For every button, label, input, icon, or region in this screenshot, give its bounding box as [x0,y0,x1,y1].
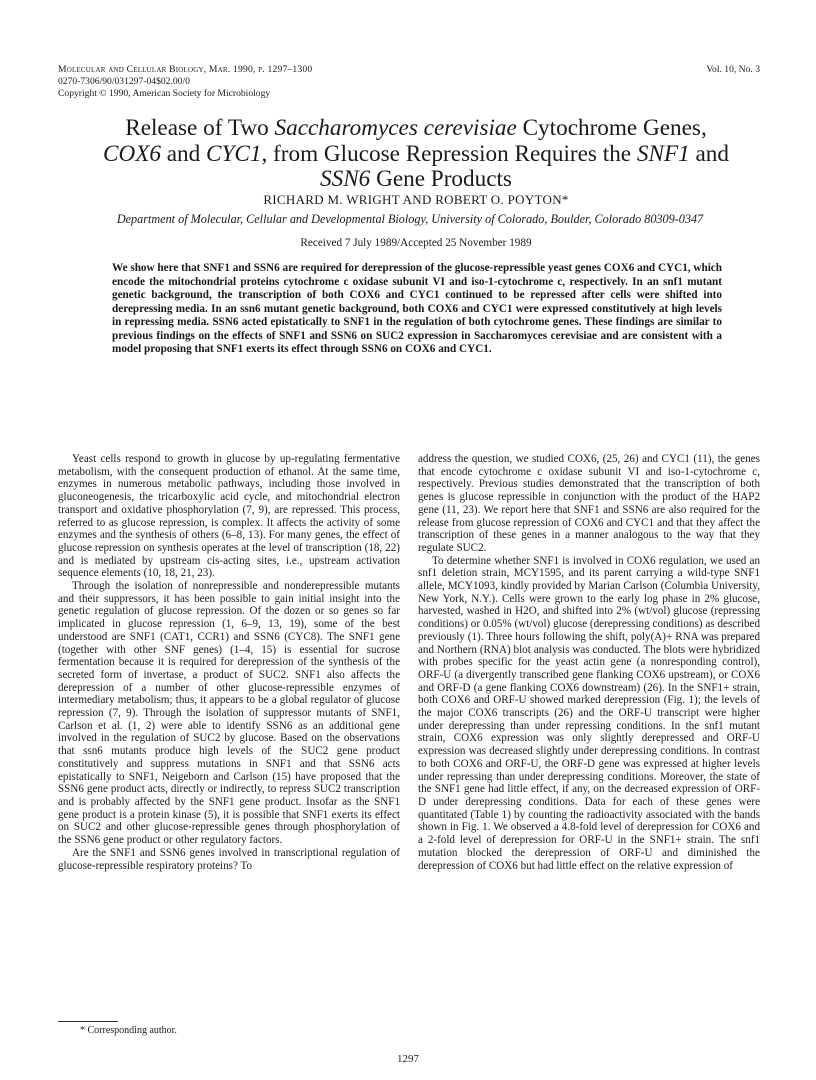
issn-line: 0270-7306/90/031297-04$02.00/0 [58,76,190,87]
footnote-rule [58,1021,118,1022]
affiliation: Department of Molecular, Cellular and Developmental Biology, University of Colorado, Boulder, Colorado 80309-0347 [116,212,704,226]
page-number: 1297 [397,1053,419,1065]
copyright-line: Copyright © 1990, American Society for Microbiology [58,88,271,99]
volume-issue: Vol. 10, No. 3 [706,64,760,75]
paragraph: Yeast cells respond to growth in glucose by up-regulating fermentative metabolism, with the consequent production of ethanol. At the same time, enzymes in numerous metabolic pathways, including those involved in gluconeogenesis, the tricarboxylic acid cycle, and mitochondrial electron transport and oxidative phosphorylation (7, 9), are repressed. This process, referred to as glucose repression, is complex. It affects the activity of some enzymes and the synthesis of others (6–8, 13). For many genes, the effect of glucose repression on synthesis operates at the level of transcription (18, 22) and is mediated by upstream cis-acting sites, i.e., upstream activation sequence elements (10, 18, 21, 23). [58,453,400,580]
journal-citation: Molecular and Cellular Biology, Mar. 1990, p. 1297–1300 [58,64,313,75]
authors: RICHARD M. WRIGHT AND ROBERT O. POYTON* [263,192,569,207]
abstract: We show here that SNF1 and SSN6 are required for derepression of the glucose-repressible yeast genes COX6 and CYC1, which encode the mitochondrial proteins cytochrome c oxidase subunit VI and iso-1-cytochrome c, respectively. In an snf1 mutant genetic background, the transcription of both COX6 and CYC1 continued to be repressed after cells were shifted into derepressing media. In an ssn6 mutant genetic background, both COX6 and CYC1 were expressed constitutively at high levels in repressing media. SSN6 acted epistatically to SNF1 in the regulation of both cytochrome genes. These findings are similar to previous findings on the effects of SNF1 and SSN6 on SUC2 expression in Saccharomyces cerevisiae and are consistent with a model proposing that SNF1 exerts its effect through SSN6 on COX6 and CYC1. [112,262,722,356]
paragraph: Through the isolation of nonrepressible and nonderepressible mutants and their suppressors, it has been possible to gain initial insight into the genetic regulation of glucose repression. Of the dozen or so genes so far implicated in glucose repression (1, 6–9, 13, 19), some of the best understood are SNF1 (CAT1, CCR1) and SSN6 (CYC8). The SNF1 gene (together with other SNF genes) (1–4, 15) is essential for sucrose fermentation because it is required for derepression of the synthesis of the secreted form of invertase, a product of SUC2. SNF1 also affects the derepression of a number of other glucose-repressible enzymes of intermediary metabolism; thus, it appears to be a global regulator of glucose repression (7, 9). Through the isolation of suppressor mutants of SNF1, Carlson et al. (1, 2) were able to identify SSN6 as an additional gene involved in the regulation of SUC2 by glucose. Based on the observations that ssn6 mutants produce high levels of the SUC2 gene product constitutively and suppress mutations in SNF1 and that SSN6 acts epistatically to SNF1, Neigeborn and Carlson (15) have proposed that the SSN6 gene product acts, directly or indirectly, to repress SUC2 transcription and is probably affected by the SNF1 gene product. Insofar as the SNF1 gene product is a protein kinase (5), it is possible that SNF1 exerts its effect on SUC2 and other glucose-repressible genes through phosphorylation of the SSN6 gene product or other regulatory factors. [58,580,400,847]
received-dates: Received 7 July 1989/Accepted 25 November 1989 [300,237,532,249]
right-column [418,453,760,872]
paragraph: To determine whether SNF1 is involved in COX6 regulation, we used an snf1 deletion strain, MCY1595, and its parent carrying a wild-type SNF1 allele, MCY1093, kindly provided by Marian Carlson (Columbia University, New York, N.Y.). Cells were grown to the early log phase in 2% glucose, harvested, washed in H2O, and shifted into 2% (wt/vol) glucose (repressing conditions) or 0.05% (wt/vol) glucose (derepressing conditions) as described previously (1). Three hours following the shift, poly(A)+ RNA was prepared and Northern (RNA) blot analysis was conducted. The blots were hybridized with probes specific for the yeast actin gene (a nonresponding control), ORF-U (a divergently transcribed gene flanking COX6 upstream), or COX6 and ORF-D (a gene flanking COX6 downstream) (26). In the SNF1+ strain, both COX6 and ORF-U showed marked derepression (Fig. 1); the levels of the major COX6 transcripts (26) and the ORF-U transcript were higher under derepressing than under repressing conditions. In the snf1 mutant strain, COX6 expression was only slightly derepressed and ORF-U expression was decreased slightly under derepressing conditions. In contrast to both COX6 and ORF-U, the ORF-D gene was expressed at higher levels under repressing than under derepressing conditions. Moreover, the state of the SNF1 gene had little effect, if any, on the decreased expression of ORF-D under derepressing conditions. Data for each of these genes were quantitated (Table 1) by counting the radioactivity associated with the bands shown in Fig. 1. We observed a 4.8-fold level of derepression for COX6 and a 2-fold level of derepression for ORF-U in the SNF1+ strain. The snf1 mutation blocked the derepression of ORF-U and diminished the derepression of COX6 but had little effect on the relative expression of [418,554,760,872]
article-title: Release of Two Saccharomyces cerevisiae Cytochrome Genes, COX6 and CYC1, from Glucose Repression Requires the SNF1 and SSN6 Gene Products [102,115,729,193]
footnote: * Corresponding author. [80,1025,177,1036]
paragraph: address the question, we studied COX6, (25, 26) and CYC1 (11), the genes that encode cytochrome c oxidase subunit VI and iso-1-cytochrome c, respectively. Previous studies demonstrated that the transcription of both genes is glucose repressible in conjunction with the product of the HAP2 gene (11, 23). We report here that SNF1 and SSN6 are also required for the release from glucose repression of COX6 and CYC1 and that they affect the transcription of these genes in a manner analogous to the way that they regulate SUC2. [418,453,760,554]
paragraph: Are the SNF1 and SSN6 genes involved in transcriptional regulation of glucose-repressible respiratory proteins? To [58,846,400,872]
left-column [58,453,400,872]
